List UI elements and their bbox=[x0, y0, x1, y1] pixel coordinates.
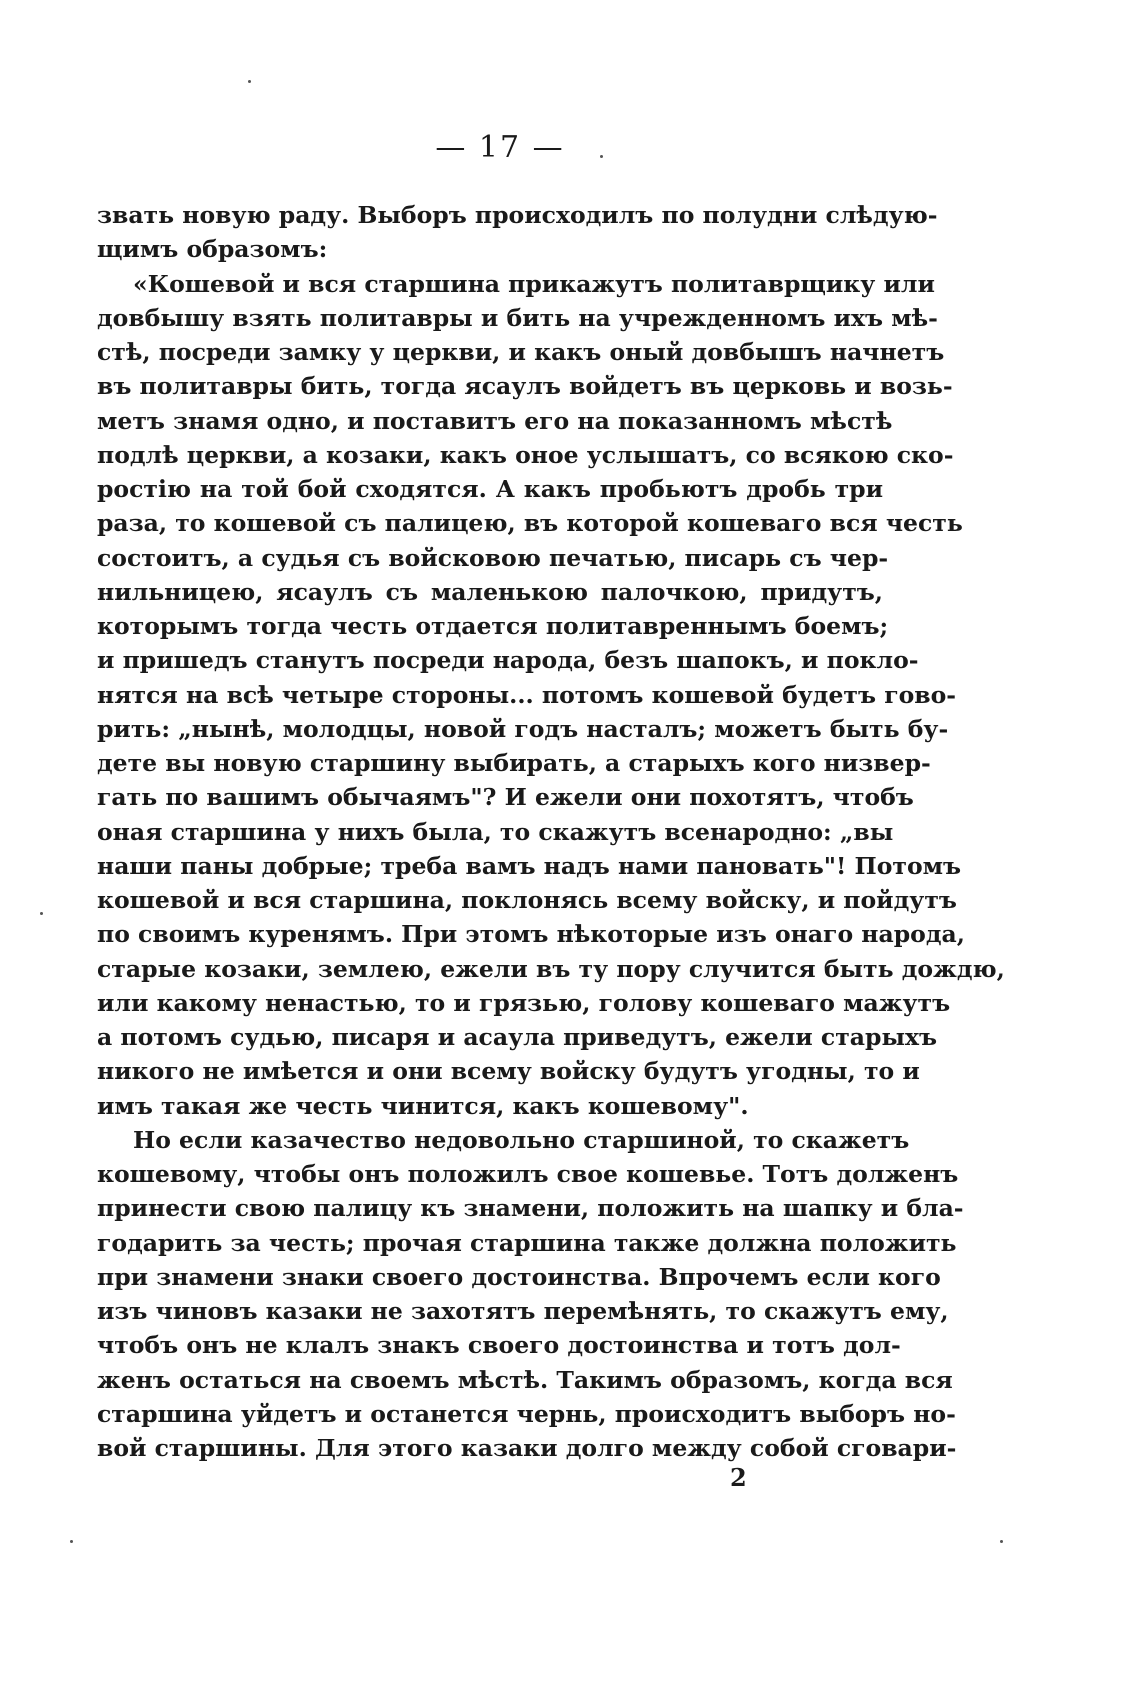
text-line: въ политавры бить, тогда ясаулъ войдетъ въ церковь и возь- bbox=[97, 372, 953, 401]
text-line: изъ чиновъ казаки не захотятъ перемѣнять, то скажутъ ему, bbox=[97, 1297, 949, 1325]
paper-speck bbox=[40, 912, 43, 915]
body-text bbox=[97, 198, 1005, 1465]
text-line: нильницею, ясаулъ съ маленькою палочкою, придутъ, bbox=[97, 577, 883, 606]
text-line: дете вы новую старшину выбирать, а старыхъ кого низвер- bbox=[97, 749, 931, 777]
text-line: стѣ, посреди замку у церкви, и какъ оный довбышъ начнетъ bbox=[97, 338, 945, 366]
text-line: щимъ образомъ: bbox=[97, 235, 328, 264]
text-line: состоитъ, а судья съ войсковою печатью, писарь съ чер- bbox=[97, 543, 889, 572]
text-line: нятся на всѣ четыре стороны... потомъ кошевой будетъ гово- bbox=[97, 680, 957, 709]
paper-speck bbox=[70, 1540, 73, 1543]
text-line: кошевой и вся старшина, поклонясь всему войску, и пойдутъ bbox=[97, 886, 957, 914]
text-line: старые козаки, землею, ежели въ ту пору случится быть дождю, bbox=[97, 954, 1005, 983]
text-line: женъ остаться на своемъ мѣстѣ. Такимъ образомъ, когда вся bbox=[97, 1365, 953, 1394]
page-number: — 17 — bbox=[435, 130, 565, 165]
paper-speck bbox=[600, 155, 603, 158]
text-line: и пришедъ станутъ посреди народа, безъ шапокъ, и покло- bbox=[97, 646, 919, 675]
text-line: «Кошевой и вся старшина прикажутъ политаврщику или bbox=[133, 269, 935, 298]
signature-mark: 2 bbox=[730, 1463, 747, 1492]
text-line: ростію на той бой сходятся. А какъ пробьютъ дробь три bbox=[97, 475, 883, 503]
text-line: наши паны добрые; треба вамъ надъ нами пановать"! Потомъ bbox=[97, 851, 962, 880]
text-line: чтобъ онъ не клалъ знакъ своего достоинства и тотъ дол- bbox=[97, 1331, 901, 1360]
paper-speck bbox=[1000, 1540, 1003, 1543]
text-line: рить: „нынѣ, молодцы, новой годъ насталъ; можетъ быть бу- bbox=[97, 714, 949, 743]
text-line: гать по вашимъ обычаямъ"? И ежели они похотятъ, чтобъ bbox=[97, 783, 914, 812]
text-line: раза, то кошевой съ палицею, въ которой кошеваго вся честь bbox=[97, 509, 963, 538]
text-line: имъ такая же честь чинится, какъ кошевому". bbox=[97, 1091, 749, 1120]
paper-speck bbox=[248, 80, 251, 83]
text-line: которымъ тогда честь отдается политавреннымъ боемъ; bbox=[97, 612, 889, 640]
text-line: годарить за честь; прочая старшина также должна положить bbox=[97, 1228, 957, 1257]
text-line: довбышу взять политавры и бить на учрежденномъ ихъ мѣ- bbox=[97, 303, 938, 332]
text-line: вой старшины. Для этого казаки долго между собой сговари- bbox=[97, 1434, 957, 1462]
text-line: кошевому, чтобы онъ положилъ свое кошевье. Тотъ долженъ bbox=[97, 1160, 959, 1188]
text-line: при знамени знаки своего достоинства. Впрочемъ если кого bbox=[97, 1262, 941, 1291]
text-line: принести свою палицу къ знамени, положить на шапку и бла- bbox=[97, 1194, 964, 1223]
text-line: звать новую раду. Выборъ происходилъ по полудни слѣдую- bbox=[97, 201, 938, 229]
text-line: по своимъ куренямъ. При этомъ нѣкоторые изъ онаго народа, bbox=[97, 920, 965, 949]
text-line: а потомъ судью, писаря и асаула приведутъ, ежели старыхъ bbox=[97, 1023, 938, 1051]
text-line: или какому ненастью, то и грязью, голову кошеваго мажутъ bbox=[97, 988, 951, 1017]
text-line: оная старшина у нихъ была, то скажутъ всенародно: „вы bbox=[97, 817, 894, 846]
text-line: метъ знамя одно, и поставитъ его на показанномъ мѣстѣ bbox=[97, 406, 893, 435]
text-line: старшина уйдетъ и останется чернь, происходитъ выборъ но- bbox=[97, 1399, 956, 1428]
text-line: Но если казачество недовольно старшиной, то скажетъ bbox=[133, 1125, 910, 1154]
text-line: никого не имѣется и они всему войску будутъ угодны, то и bbox=[97, 1057, 920, 1086]
text-line: подлѣ церкви, а козаки, какъ оное услышатъ, со всякою ско- bbox=[97, 440, 954, 469]
